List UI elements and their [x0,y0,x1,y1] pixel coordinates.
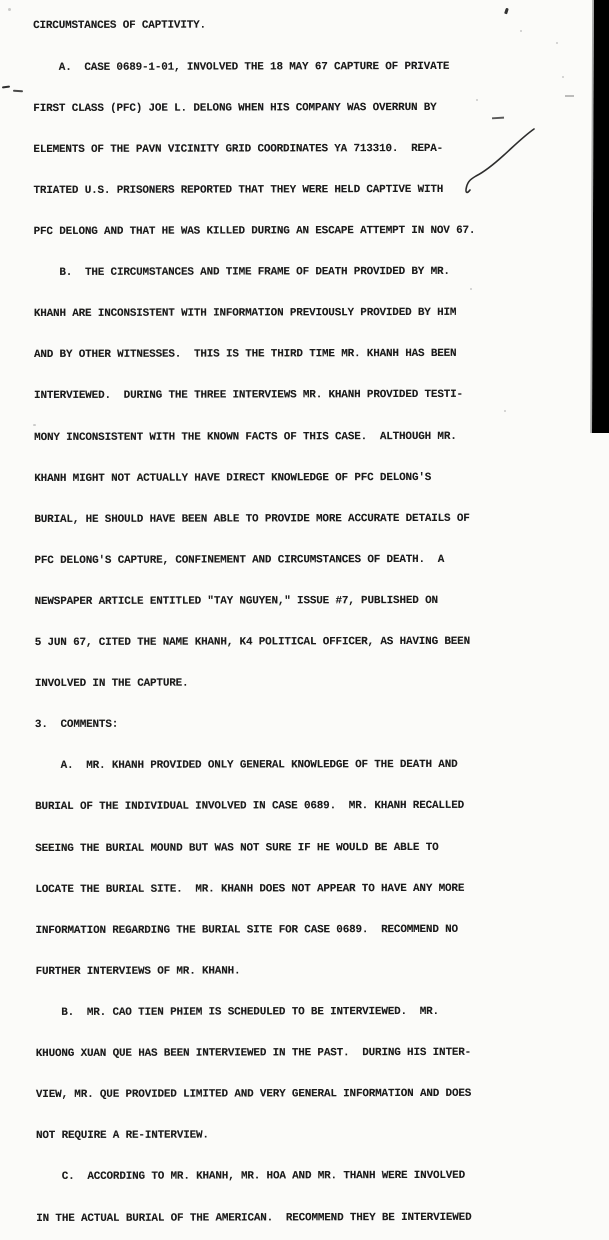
document-line: KHUONG XUAN QUE HAS BEEN INTERVIEWED IN THE PAST. DURING HIS INTER- [35,1046,472,1061]
document-line: IN THE ACTUAL BURIAL OF THE AMERICAN. RECOMMEND THEY BE INTERVIEWED [36,1211,472,1225]
document-line: 5 JUN 67, CITED THE NAME KHANH, K4 POLITICAL OFFICER, AS HAVING BEEN [34,635,470,650]
document-line: PFC DELONG'S CAPTURE, CONFINEMENT AND CIRCUMSTANCES OF DEATH. A [34,553,445,567]
document-line: A. CASE 0689-1-01, INVOLVED THE 18 MAY 67 CAPTURE OF PRIVATE [33,60,450,74]
document-line: CIRCUMSTANCES OF CAPTIVITY. [33,19,206,33]
handwritten-dash-mark [2,86,10,89]
document-line: NOT REQUIRE A RE-INTERVIEW. [35,1129,209,1143]
scan-speck [476,99,478,101]
document-line: BURIAL, HE SHOULD HAVE BEEN ABLE TO PROVIDE MORE ACCURATE DETAILS OF [34,512,470,526]
document-line: FIRST CLASS (PFC) JOE L. DELONG WHEN HIS COMPANY WAS OVERRUN BY [33,101,437,115]
document-line: INVOLVED IN THE CAPTURE. [34,677,189,691]
document-line: 3. COMMENTS: [34,719,119,732]
document-line: ELEMENTS OF THE PAVN VICINITY GRID COORDINATES YA 713310. REPA- [33,142,444,156]
scan-speck [33,424,36,426]
document-line: B. MR. CAO TIEN PHIEM IS SCHEDULED TO BE INTERVIEWED. MR. [35,1005,439,1020]
scan-speck [562,76,564,78]
document-line: C. ACCORDING TO MR. KHANH, MR. HOA AND MR. THANH WERE INVOLVED [36,1170,465,1184]
document-line: AND BY OTHER WITNESSES. THIS IS THE THIRD TIME MR. KHANH HAS BEEN [33,348,457,362]
scan-speck [470,288,472,290]
document-line: B. THE CIRCUMSTANCES AND TIME FRAME OF DEATH PROVIDED BY MR. [33,265,450,280]
document-line: PFC DELONG AND THAT HE WAS KILLED DURING AN ESCAPE ATTEMPT IN NOV 67. [33,224,476,238]
document-line: MONY INCONSISTENT WITH THE KNOWN FACTS OF THIS CASE. ALTHOUGH MR. [34,430,457,444]
document-line: TRIATED U.S. PRISONERS REPORTED THAT THEY WERE HELD CAPTIVE WITH [33,183,444,197]
scan-speck [504,410,506,412]
document-line: SEEING THE BURIAL MOUND BUT WAS NOT SURE IF HE WOULD BE ABLE TO [35,841,439,855]
document-line: A. MR. KHANH PROVIDED ONLY GENERAL KNOWLEDGE OF THE DEATH AND [35,759,458,773]
document-line: KHANH MIGHT NOT ACTUALLY HAVE DIRECT KNOWLEDGE OF PFC DELONG'S [34,471,432,485]
document-line: VIEW, MR. QUE PROVIDED LIMITED AND VERY GENERAL INFORMATION AND DOES [35,1088,472,1102]
document-line: NEWSPAPER ARTICLE ENTITLED "TAY NGUYEN," ISSUE #7, PUBLISHED ON [34,594,438,608]
handwritten-dash-mark [13,90,23,92]
scan-speck [556,42,558,44]
document-line: FURTHER INTERVIEWS OF MR. KHANH. [35,965,241,978]
pen-checkmark-mark [460,122,542,194]
faint-dash-mark [565,95,574,97]
document-line: KHANH ARE INCONSISTENT WITH INFORMATION PREVIOUSLY PROVIDED BY HIM [33,307,457,321]
scan-speck [8,8,11,11]
document-line: INFORMATION REGARDING THE BURIAL SITE FOR CASE 0689. RECOMMEND NO [35,923,458,937]
document-line: INTERVIEWED. DURING THE THREE INTERVIEWS MR. KHANH PROVIDED TESTI- [34,389,463,403]
document-line: LOCATE THE BURIAL SITE. MR. KHANH DOES NOT APPEAR TO HAVE ANY MORE [35,882,465,896]
scan-speck [520,30,522,32]
document-line: BURIAL OF THE INDIVIDUAL INVOLVED IN CASE 0689. MR. KHANH RECALLED [35,800,465,814]
